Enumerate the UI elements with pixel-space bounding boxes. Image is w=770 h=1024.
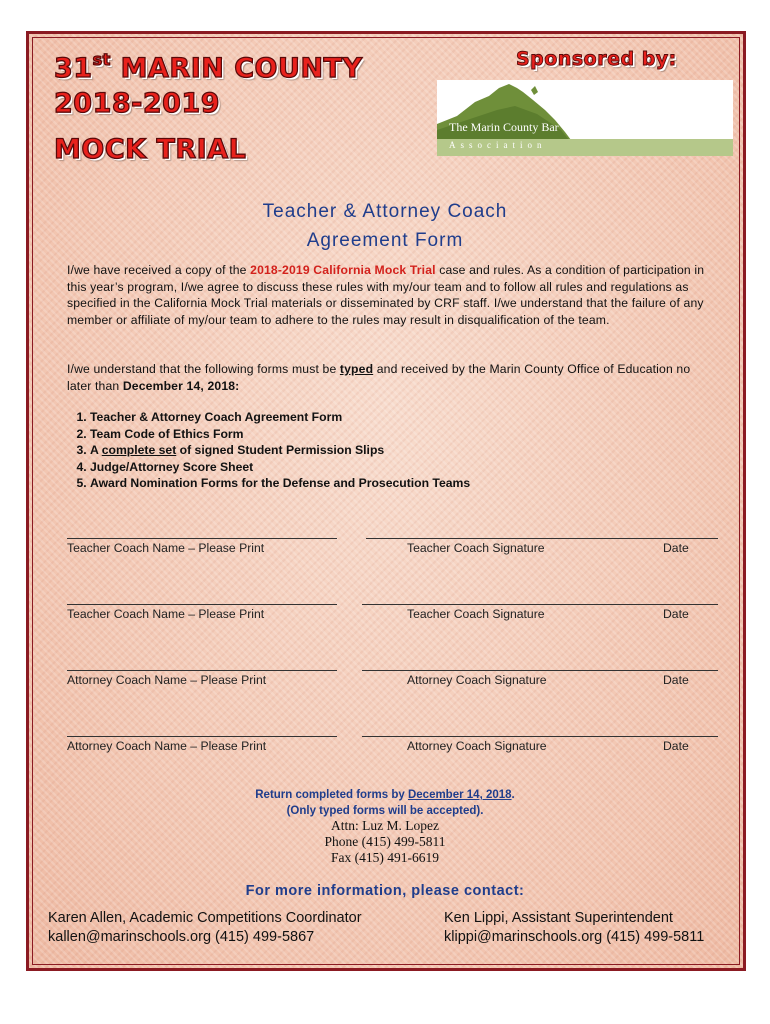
program-name: 2018-2019 California Mock Trial xyxy=(250,263,436,277)
deadline-paragraph xyxy=(67,361,717,394)
teacher-signature-label: Teacher Coach Signature xyxy=(407,541,545,555)
contact-details[interactable]: kallen@marinschools.org (415) 499-5867 xyxy=(48,929,315,945)
return-before: Return completed forms by xyxy=(255,789,408,801)
contact-name: Ken Lippi, Assistant Superintendent xyxy=(444,910,673,926)
agreement-paragraph xyxy=(67,262,717,328)
required-forms-list xyxy=(48,409,470,492)
teacher-signature-line-2[interactable] xyxy=(362,604,718,605)
para2-before: I/we understand that the following forms must be xyxy=(67,362,340,376)
teacher-signature-line-1[interactable] xyxy=(366,538,718,539)
attn-line: Attn: Luz M. Lopez xyxy=(331,818,439,833)
fax-line: Fax (415) 491-6619 xyxy=(331,850,439,865)
attorney-name-line-1[interactable] xyxy=(67,670,337,671)
title-county: MARIN COUNTY xyxy=(110,53,363,84)
para2-middle: and received by the Marin County Office of Education no later than xyxy=(67,362,691,393)
attorney-name-label: Attorney Coach Name – Please Print xyxy=(67,673,267,687)
contact-name: Karen Allen, Academic Competitions Coordinator xyxy=(48,910,362,926)
return-date: December 14, 2018 xyxy=(407,789,512,801)
contact-karen-allen xyxy=(48,909,362,947)
return-instructions xyxy=(0,787,770,819)
para1-before: I/we have received a copy of the xyxy=(67,263,251,277)
teacher-name-line-2[interactable] xyxy=(67,604,337,605)
date-label: Date xyxy=(663,673,689,687)
attorney-signature-line-2[interactable] xyxy=(362,736,718,737)
attorney-signature-label: Attorney Coach Signature xyxy=(407,673,547,687)
sponsor-logo xyxy=(437,80,733,156)
attorney-signature-label: Attorney Coach Signature xyxy=(407,739,547,753)
date-label: Date xyxy=(663,541,689,555)
teacher-name-label: Teacher Coach Name – Please Print xyxy=(67,607,265,621)
list-item: 4. Judge/Attorney Score Sheet xyxy=(90,459,470,476)
title-suffix: st xyxy=(92,50,111,69)
contact-ken-lippi xyxy=(444,909,704,947)
contact-details[interactable]: klippi@marinschools.org (415) 499-5811 xyxy=(444,929,705,945)
para1-after: case and rules. As a condition of participation in this year’s program, I/we agree to discuss these rules with my/our team and to follow all rules and regulations as specified in the California Mock Trial materials or disseminated by CRF staff. I/we understand that the failure of any member or affiliate of my/our team to adhere to the rules may result in disqualification of the team. xyxy=(67,263,705,327)
form-subtitle: Agreement Form xyxy=(306,230,464,251)
item3-a: A xyxy=(90,443,102,457)
more-info-heading: For more information, please contact: xyxy=(245,883,525,899)
phone-line: Phone (415) 499-5811 xyxy=(324,834,446,849)
list-item: 2. Team Code of Ethics Form xyxy=(90,426,470,443)
logo-association: Association xyxy=(449,140,547,150)
teacher-signature-label: Teacher Coach Signature xyxy=(407,607,545,621)
return-after: . xyxy=(511,789,515,801)
list-item: 1. Teacher & Attorney Coach Agreement Form xyxy=(90,409,470,426)
mailing-contact xyxy=(0,818,770,866)
typed-emphasis: typed xyxy=(339,362,374,376)
attorney-signature-line-1[interactable] xyxy=(362,670,718,671)
item3-underlined: complete set xyxy=(101,443,177,457)
attorney-name-line-2[interactable] xyxy=(67,736,337,737)
title-number: 31 xyxy=(54,53,93,84)
event-year: 2018-2019 xyxy=(54,88,220,119)
deadline-date: December 14, 2018: xyxy=(122,378,240,393)
date-label: Date xyxy=(663,607,689,621)
list-item xyxy=(90,442,470,459)
typed-only-note: (Only typed forms will be accepted). xyxy=(286,805,484,817)
teacher-name-label: Teacher Coach Name – Please Print xyxy=(67,541,265,555)
event-title xyxy=(54,50,363,84)
form-title: Teacher & Attorney Coach xyxy=(262,201,508,222)
teacher-name-line-1[interactable] xyxy=(67,538,337,539)
return-line xyxy=(0,787,770,803)
event-name: MOCK TRIAL xyxy=(54,134,247,165)
sponsored-label: Sponsored by: xyxy=(516,48,677,70)
list-item: 5. Award Nomination Forms for the Defense and Prosecution Teams xyxy=(90,475,470,492)
date-label: Date xyxy=(663,739,689,753)
attorney-name-label: Attorney Coach Name – Please Print xyxy=(67,739,267,753)
item3-b: of signed Student Permission Slips xyxy=(176,443,385,457)
logo-name: The Marin County Bar xyxy=(449,120,559,134)
